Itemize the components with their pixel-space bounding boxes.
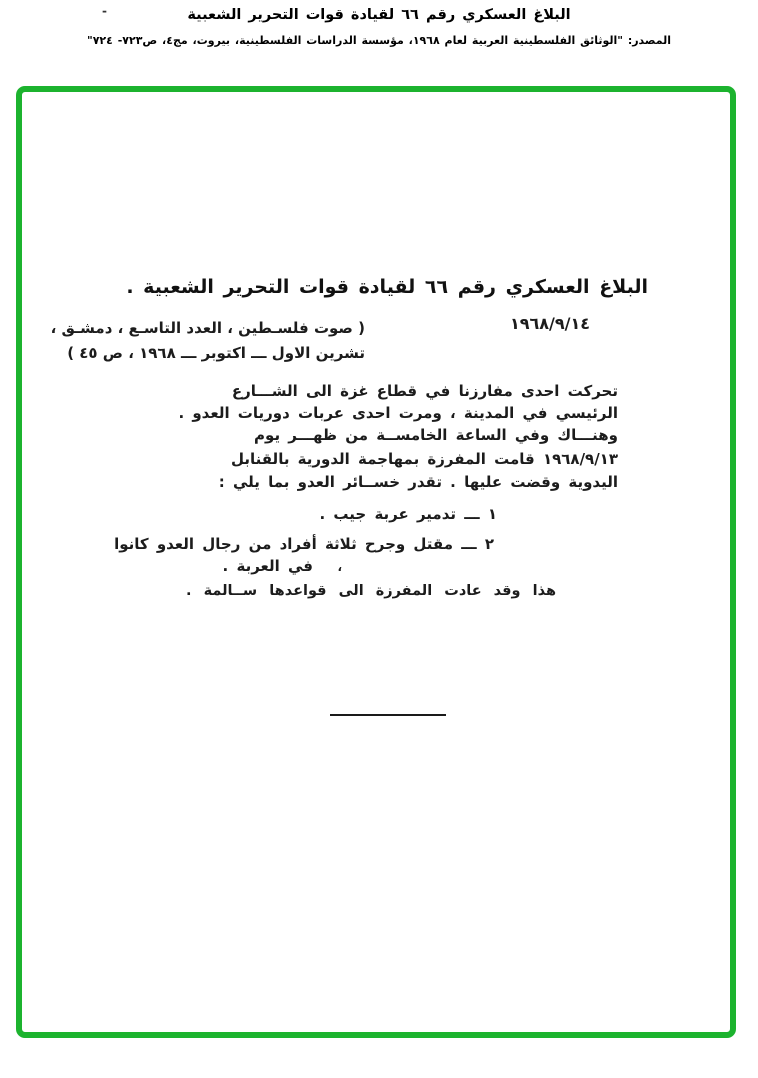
communique-title: البلاغ العسكري رقم ٦٦ لقيادة قوات التحرير الشعبية . [126,276,648,298]
paragraph-line: تحركت احدى مفارزنا في قطاع غزة الى الشـــارع [231,382,618,400]
end-rule [330,714,446,716]
stray-comma-mark: ، [337,560,342,574]
closing-line: هذا وقد عادت المفرزة الى قواعدها ســالمة . [186,583,556,599]
header-stray-mark: - [102,4,107,18]
list-item: ٢ ـــ مقتل وجرح ثلاثة أفراد من رجال العدو كانوا [114,535,494,553]
document-frame [16,86,736,1038]
paragraph-line: اليدوية وقضت عليها . تقدر خســائر العدو بما يلي : [218,473,618,491]
list-item-continuation: في العربة . [222,557,313,575]
citation-line: ( صوت فلسـطين ، العدد التاسـع ، دمشـق ، [50,319,365,337]
header-title: البلاغ العسكري رقم ٦٦ لقيادة قوات التحرير الشعبية [187,7,571,23]
citation-line: تشرين الاول ـــ اكتوبر ـــ ١٩٦٨ ، ص ٤٥ ) [67,344,365,362]
source-citation [51,316,365,366]
paragraph-line: وهنـــاك وفي الساعة الخامســة من ظهـــر يوم [254,426,618,444]
communique-date: ١٩٦٨/٩/١٤ [509,314,590,333]
header-source-citation: المصدر: "الوثائق الفلسطينية العربية لعام ١٩٦٨، مؤسسة الدراسات الفلسطينية، بيروت، مج٤، ص٧٢٣- ٧٢٤" [86,34,672,47]
paragraph-line: ١٩٦٨/٩/١٣ قامت المفرزة بمهاجمة الدورية بالقنابل [230,450,618,468]
paragraph-line: الرئيسي في المدينة ، ومرت احدى عربات دوريات العدو . [178,404,618,422]
document-scan [22,92,730,1032]
list-item: ١ ـــ تدمير عربة جيب . [319,505,497,523]
